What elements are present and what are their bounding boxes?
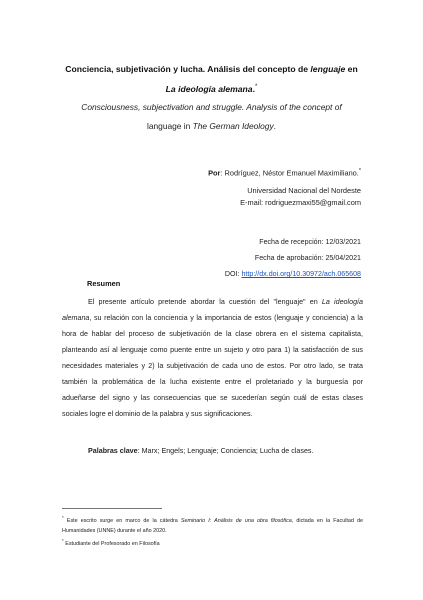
subtitle-line-2-end: .: [273, 121, 276, 131]
approved-date: 25/04/2021: [325, 254, 361, 262]
footnotes: [62, 513, 363, 549]
received-date: 12/03/2021: [325, 238, 361, 246]
author-label: Por: [208, 168, 221, 178]
approved-date-line: [225, 250, 361, 266]
approved-label: Fecha de aprobación:: [254, 254, 326, 262]
doi-link[interactable]: http://dx.doi.org/10.30972/ach.065608: [241, 270, 361, 278]
title-part-2: en: [345, 64, 358, 74]
title-part-1: Conciencia, subjetivación y lucha. Análisis del concepto de: [65, 64, 311, 74]
subtitle-work-name: The German Ideology: [192, 121, 274, 131]
received-label: Fecha de recepción:: [259, 238, 326, 246]
email-label: E-mail:: [240, 198, 266, 207]
abstract-text-1: El presente artículo pretende abordar la cuestión del "lenguaje" en: [88, 298, 322, 306]
keywords-separator: :: [137, 447, 142, 455]
author-block: [208, 162, 361, 200]
keywords-line: [62, 443, 363, 459]
subtitle-line-1: Consciousness, subjectivation and struggle. Analysis of the concept of: [81, 102, 342, 112]
received-date-line: [225, 234, 361, 250]
title-work-name: La ideología alemana: [165, 83, 253, 94]
abstract-work-name: La ideología alemana: [62, 298, 364, 322]
footnote-divider: [62, 508, 162, 509]
author-affiliation: Universidad Nacional del Nordeste: [247, 186, 361, 196]
author-name: Rodríguez, Néstor Emanuel Maximiliano.: [224, 168, 359, 178]
keywords-label: Palabras clave: [88, 447, 138, 455]
footnote-2: [62, 536, 363, 549]
footnote-1-mark: *: [62, 515, 64, 520]
title-period: .: [252, 83, 255, 94]
keywords-list: Marx; Engels; Lenguaje; Conciencia; Lucha de clases.: [141, 447, 314, 455]
abstract-heading: Resumen: [87, 279, 121, 288]
doi-label: DOI:: [224, 270, 242, 278]
author-footnote-mark: *: [358, 168, 361, 174]
footnote-1-text-b: , dictada en la Facultad de Humanidades (UNNE) durante el año 2020.: [62, 517, 364, 534]
author-line: [208, 162, 361, 182]
footnote-1-text-a: Este escrito surge en marco de la cátedra: [63, 517, 181, 524]
abstract-body: [62, 294, 363, 422]
email-address[interactable]: rodriguezmaxi55@gmail.com: [265, 198, 361, 207]
paper-subtitle-english: [40, 98, 383, 136]
abstract-paragraph: [62, 294, 363, 422]
abstract-text-2: , su relación con la conciencia y la importancia de estos (lenguaje y conciencia) a la hora de hablar del proceso de subjetivación de la clase obrera en el sistema capitalista, planteando así al lenguaje como puente entre un sujeto y otro para 1) la satisfacción de sus necesidades materiales y 2) la subjetivación de cada uno de estos. Por otro lado, se trata también la problemática de la lucha existente entre el proletariado y la burguesía por adueñarse del signo y las consecuencias que se sucederían según cuál de estas clases sociales logre el dominio de la palabra y sus significaciones.: [62, 314, 363, 418]
publication-dates: [225, 234, 361, 282]
footnote-2-text: Estudiante del Profesorado en Filosofía: [63, 540, 160, 547]
footnote-1-course: Seminario I: Análisis de una obra filosófica: [180, 517, 292, 524]
doi-line: [225, 266, 361, 282]
title-footnote-mark: *: [254, 84, 258, 90]
footnote-2-mark: *: [62, 537, 64, 543]
author-separator: :: [220, 168, 225, 178]
title-italic-word: lenguaje: [310, 64, 346, 74]
author-email-line: [240, 198, 361, 207]
paper-title: [40, 60, 383, 98]
footnote-1: [62, 513, 363, 536]
subtitle-line-2-start: language in: [147, 121, 193, 131]
